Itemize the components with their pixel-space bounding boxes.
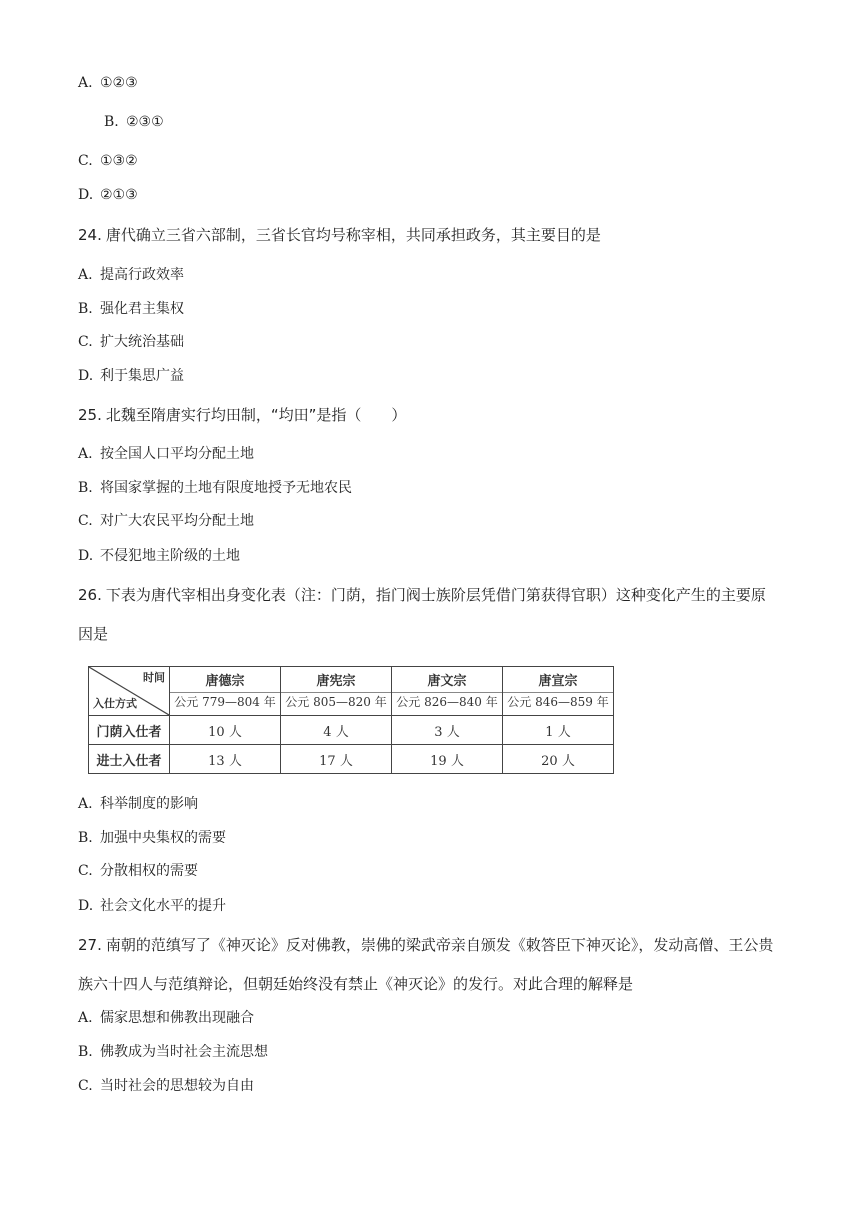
- q25-stem: 25. 北魏至隋唐实行均田制，“均田”是指（ ）: [78, 406, 407, 424]
- q26-option-d: D. 社会文化水平的提升: [78, 898, 226, 914]
- table-header-cell: 唐文宗 公元 826—840 年: [392, 667, 503, 716]
- q27-option-a: A. 儒家思想和佛教出现融合: [78, 1010, 254, 1026]
- table-header-cell: 唐宣宗 公元 846—859 年: [503, 667, 614, 716]
- q24-option-a: A. 提高行政效率: [78, 267, 184, 283]
- q26-table: [88, 666, 614, 774]
- q24-stem: 24. 唐代确立三省六部制，三省长官均号称宰相，共同承担政务，其主要目的是: [78, 226, 601, 244]
- table-header-cell: 唐德宗 公元 779—804 年: [170, 667, 281, 716]
- q27-option-b: B. 佛教成为当时社会主流思想: [78, 1044, 268, 1060]
- table-header-cell: 唐宪宗 公元 805—820 年: [281, 667, 392, 716]
- q23-option-b: B. ②③①: [104, 114, 164, 130]
- table-cell: 20 人: [503, 745, 614, 774]
- table-row-label: 进士入仕者: [89, 745, 170, 774]
- q24-option-c: C. 扩大统治基础: [78, 334, 184, 350]
- q25-option-c: C. 对广大农民平均分配土地: [78, 513, 254, 529]
- q25-option-a: A. 按全国人口平均分配土地: [78, 446, 254, 462]
- q24-option-b: B. 强化君主集权: [78, 301, 184, 317]
- q25-option-b: B. 将国家掌握的土地有限度地授予无地农民: [78, 480, 352, 496]
- table-cell: 4 人: [281, 716, 392, 745]
- q26-option-a: A. 科举制度的影响: [78, 796, 198, 812]
- table-corner-cell: [89, 667, 170, 716]
- table-row-label: 门荫入仕者: [89, 716, 170, 745]
- table-cell: 13 人: [170, 745, 281, 774]
- q27-stem-line2: 族六十四人与范缜辩论，但朝廷始终没有禁止《神灭论》的发行。对此合理的解释是: [78, 975, 634, 993]
- corner-label-time: 时间: [143, 671, 165, 684]
- table-cell: 1 人: [503, 716, 614, 745]
- q25-option-d: D. 不侵犯地主阶级的土地: [78, 548, 240, 564]
- q23-option-d: D. ②①③: [78, 187, 138, 203]
- table-cell: 19 人: [392, 745, 503, 774]
- table-row: [89, 716, 614, 745]
- q26-option-b: B. 加强中央集权的需要: [78, 830, 226, 846]
- q23-option-a: A. ①②③: [78, 75, 138, 91]
- table-header-row: [89, 667, 614, 716]
- table-cell: 10 人: [170, 716, 281, 745]
- q24-option-d: D. 利于集思广益: [78, 368, 184, 384]
- table-cell: 3 人: [392, 716, 503, 745]
- q23-option-c: C. ①③②: [78, 153, 138, 169]
- table-cell: 17 人: [281, 745, 392, 774]
- table-row: [89, 745, 614, 774]
- corner-label-method: 入仕方式: [93, 697, 137, 710]
- q26-stem-line1: 26. 下表为唐代宰相出身变化表（注：门荫，指门阀士族阶层凭借门第获得官职）这种变化产生的主要原: [78, 586, 766, 604]
- q27-option-c: C. 当时社会的思想较为自由: [78, 1078, 254, 1094]
- q26-option-c: C. 分散相权的需要: [78, 863, 198, 879]
- q27-stem-line1: 27. 南朝的范缜写了《神灭论》反对佛教，崇佛的梁武帝亲自颁发《敕答臣下神灭论》，发动高僧、王公贵: [78, 936, 774, 954]
- q26-stem-line2: 因是: [78, 625, 109, 643]
